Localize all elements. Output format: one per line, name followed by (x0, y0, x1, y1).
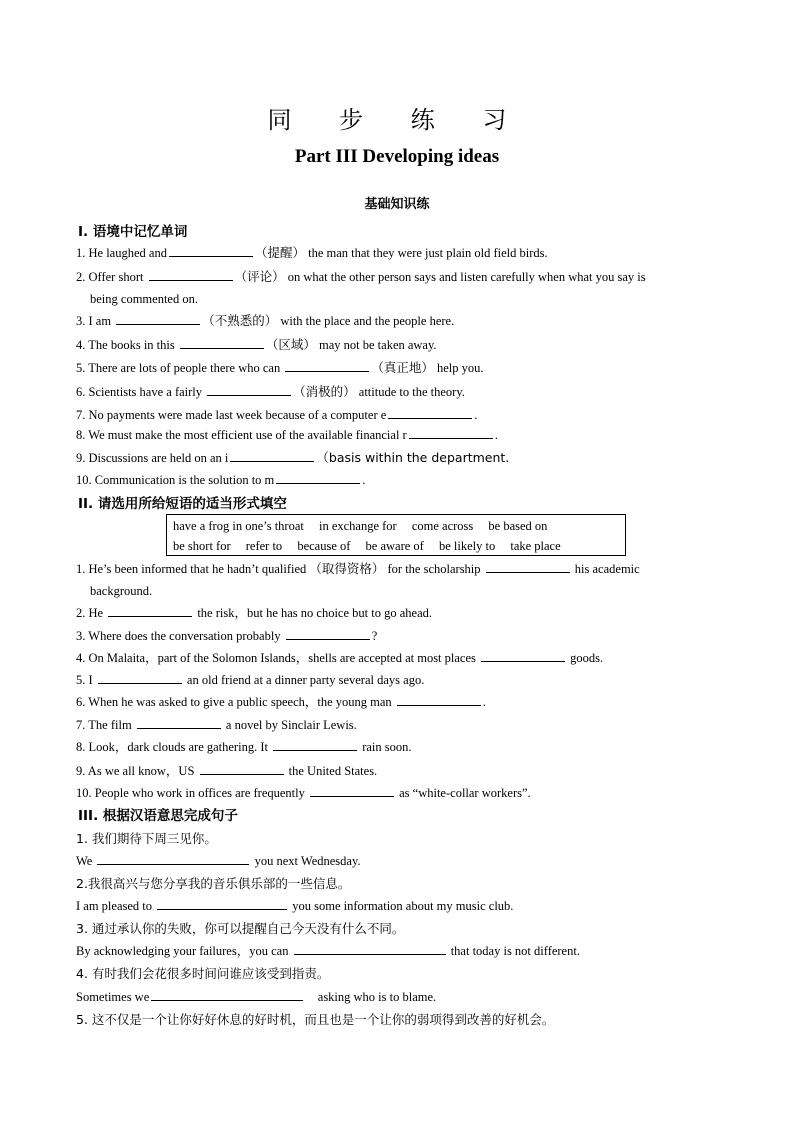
page-subtitle: Part III Developing ideas (294, 146, 500, 167)
answer-blank[interactable] (397, 691, 481, 706)
phrase-item: take place (510, 539, 561, 553)
answer-blank[interactable] (151, 986, 303, 1001)
answer-blank[interactable] (207, 381, 291, 396)
part3-item-2-en: I am pleased to you some information about my music club. (76, 895, 718, 917)
part1-item-7: 7. No payments were made last week because of a computer e . (76, 404, 718, 426)
part2-item-9: 9. As we all know，US the United States. (76, 760, 718, 782)
answer-blank[interactable] (157, 895, 287, 910)
phrase-item: because of (297, 539, 351, 553)
part2-item-2: 2. He the risk，but he has no choice but to go ahead. (76, 602, 718, 624)
page-title: 同 步 练 习 (267, 106, 527, 134)
part1-item-6: 6. Scientists have a fairly （消极的） attitude to the theory. (76, 381, 718, 403)
part1-item-8: 8. We must make the most efficient use of the available financial r . (76, 424, 718, 446)
answer-blank[interactable] (409, 424, 493, 439)
part1-item-1: 1. He laughed and （提醒） the man that they were just plain old field birds. (76, 242, 718, 264)
answer-blank[interactable] (286, 625, 370, 640)
answer-blank[interactable] (200, 760, 284, 775)
phrase-item: in exchange for (318, 519, 397, 533)
answer-blank[interactable] (486, 558, 570, 573)
part1-item-4: 4. The books in this （区域） may not be taken away. (76, 334, 718, 356)
phrase-row-2 (173, 536, 619, 556)
answer-blank[interactable] (294, 940, 446, 955)
answer-blank[interactable] (98, 669, 182, 684)
answer-blank[interactable] (97, 850, 249, 865)
answer-blank[interactable] (273, 736, 357, 751)
answer-blank[interactable] (137, 714, 221, 729)
phrase-item: be aware of (365, 539, 424, 553)
phrase-bank (166, 514, 626, 556)
part2-item-7: 7. The film a novel by Sinclair Lewis. (76, 714, 718, 736)
answer-blank[interactable] (276, 469, 360, 484)
section-heading: 基础知识练 (364, 197, 430, 212)
part3-heading: III. 根据汉语意思完成句子 (78, 808, 238, 824)
part2-heading: II. 请选用所给短语的适当形式填空 (78, 496, 287, 512)
answer-blank[interactable] (180, 334, 264, 349)
answer-blank[interactable] (169, 242, 253, 257)
part3-item-4-en: Sometimes we asking who is to blame. (76, 986, 718, 1008)
phrase-item: be based on (488, 519, 548, 533)
part2-item-10: 10. People who work in offices are frequently as “white-collar workers”. (76, 782, 718, 804)
part3-item-3-en: By acknowledging your failures，you can that today is not different. (76, 940, 718, 962)
answer-blank[interactable] (149, 266, 233, 281)
phrase-item: be short for (173, 539, 231, 553)
part3-item-1-zh: 1. 我们期待下周三见你。 (76, 831, 217, 846)
part3-item-4-zh: 4. 有时我们会花很多时间问谁应该受到指责。 (76, 966, 330, 981)
part3-item-1-en: We you next Wednesday. (76, 850, 718, 872)
part2-item-8: 8. Look，dark clouds are gathering. It rain soon. (76, 736, 718, 758)
answer-blank[interactable] (230, 447, 314, 462)
part1-heading: I. 语境中记忆单词 (78, 224, 188, 240)
phrase-item: have a frog in one’s throat (173, 519, 304, 533)
part2-item-5: 5. I an old friend at a dinner party several days ago. (76, 669, 718, 691)
part2-item-1-cont: background. (90, 584, 153, 598)
part3-item-5-zh: 5. 这不仅是一个让你好好休息的好时机，而且也是一个让你的弱项得到改善的好机会。 (76, 1012, 555, 1027)
phrase-item: refer to (245, 539, 283, 553)
part1-item-10: 10. Communication is the solution to m . (76, 469, 718, 491)
part1-item-2: 2. Offer short （评论） on what the other person says and listen carefully when what you say is (76, 266, 718, 288)
part3-item-3-zh: 3. 通过承认你的失败，你可以提醒自己今天没有什么不同。 (76, 921, 405, 936)
phrase-item: come across (411, 519, 474, 533)
part3-item-2-zh: 2.我很高兴与您分享我的音乐俱乐部的一些信息。 (76, 876, 351, 891)
part2-item-3: 3. Where does the conversation probably ? (76, 625, 718, 647)
part1-item-3: 3. I am （不熟悉的） with the place and the people here. (76, 310, 718, 332)
part2-item-6: 6. When he was asked to give a public speech，the young man . (76, 691, 718, 713)
part2-item-1: 1. He’s been informed that he hadn’t qualified （取得资格） for the scholarship his academic (76, 558, 718, 580)
phrase-item: be likely to (438, 539, 496, 553)
part2-item-4: 4. On Malaita，part of the Solomon Islands，shells are accepted at most places goods. (76, 647, 718, 669)
answer-blank[interactable] (310, 782, 394, 797)
answer-blank[interactable] (116, 310, 200, 325)
part1-item-5: 5. There are lots of people there who can （真正地） help you. (76, 357, 718, 379)
answer-blank[interactable] (108, 602, 192, 617)
answer-blank[interactable] (285, 357, 369, 372)
part1-item-9: 9. Discussions are held on an i （basis within the department. (76, 447, 718, 469)
answer-blank[interactable] (388, 404, 472, 419)
phrase-row-1 (173, 516, 619, 536)
part1-item-2-cont: being commented on. (90, 292, 198, 306)
answer-blank[interactable] (481, 647, 565, 662)
